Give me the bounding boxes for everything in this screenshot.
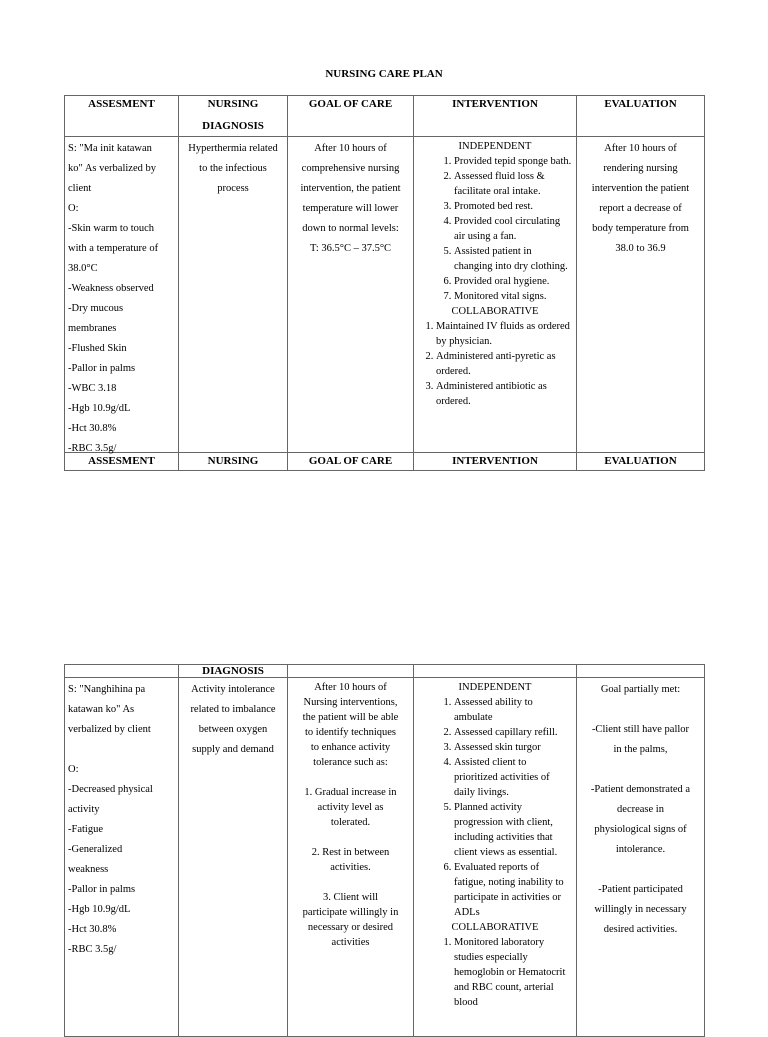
plan2-goal-line: 2. Rest in between xyxy=(311,847,390,858)
plan2-evaluation-line: physiological signs of xyxy=(594,824,687,835)
plan2-diagnosis-line: Activity intolerance xyxy=(191,684,275,695)
plan2-goal-line: participate willingly in xyxy=(302,907,399,918)
plan1-collaborative-item: 3. Administered antibiotic as ordered. xyxy=(436,379,572,409)
plan2-assessment-line: -RBC 3.5g/ xyxy=(68,944,117,955)
header-diagnosis-line2: DIAGNOSIS xyxy=(202,120,264,132)
plan2-goal-line xyxy=(292,875,409,890)
plan2-assessment-line: -Fatigue xyxy=(68,824,103,835)
plan2-evaluation-line: in the palms, xyxy=(613,744,668,755)
plan1-evaluation-line: body temperature from xyxy=(592,223,689,234)
plan2-independent-item: 6. Evaluated reports of fatigue, noting inability to participate in activities or ADLs xyxy=(454,860,572,920)
plan2-assessment-line: verbalized by client xyxy=(68,724,151,735)
plan2-collaborative-label: COLLABORATIVE xyxy=(451,922,539,933)
plan2-assessment-line: -Generalized xyxy=(68,844,123,855)
plan2-goal xyxy=(288,678,414,1037)
plan2-goal-line: tolerance such as: xyxy=(313,757,388,768)
plan1-goal-line: After 10 hours of xyxy=(314,143,387,154)
plan2-goal-line: After 10 hours of xyxy=(314,682,387,693)
plan2-collaborative-item: 1. Monitored laboratory studies especially hemoglobin or Hematocrit and RBC count, arterial blood xyxy=(454,935,572,1010)
plan2-goal-line xyxy=(292,770,409,785)
plan2-assessment-line: S: "Nanghihina pa xyxy=(68,684,146,695)
plan1-goal xyxy=(288,137,414,453)
header-intervention-repeat: INTERVENTION xyxy=(414,453,577,471)
plan2-evaluation-line: willingly in necessary xyxy=(594,904,687,915)
plan2-diagnosis-line: supply and demand xyxy=(192,744,274,755)
plan1-assessment-line: -Weakness observed xyxy=(68,283,154,294)
plan1-independent-item: 5. Assisted patient in changing into dry clothing. xyxy=(454,244,572,274)
plan2-goal-line: activities xyxy=(331,937,370,948)
plan2-goal-line: activity level as xyxy=(317,802,384,813)
plan1-goal-line: comprehensive nursing xyxy=(301,163,400,174)
plan1-goal-line: down to normal levels: xyxy=(302,223,399,234)
plan2-assessment-line: katawan ko" As xyxy=(68,704,135,715)
plan2-assessment-line: -Decreased physical xyxy=(68,784,153,795)
care-plan-table-1 xyxy=(64,95,705,471)
header-diagnosis xyxy=(179,96,288,137)
plan2-evaluation-line xyxy=(581,860,700,880)
header-assessment-repeat: ASSESMENT xyxy=(65,453,179,471)
plan2-diagnosis-line: between oxygen xyxy=(198,724,268,735)
plan2-goal-line: tolerated. xyxy=(330,817,371,828)
plan2-assessment-line: -Hgb 10.9g/dL xyxy=(68,904,131,915)
plan2-assessment xyxy=(65,678,179,1037)
plan1-assessment-line: -Pallor in palms xyxy=(68,363,136,374)
plan1-independent-item: 6. Provided oral hygiene. xyxy=(454,274,572,289)
plan1-assessment-line: with a temperature of xyxy=(68,243,159,254)
plan1-goal-line: T: 36.5°C – 37.5°C xyxy=(309,243,392,254)
plan2-goal-line: the patient will be able xyxy=(302,712,399,723)
plan1-evaluation-line: rendering nursing xyxy=(603,163,678,174)
plan2-diagnosis xyxy=(179,678,288,1037)
plan2-independent-list xyxy=(418,695,572,920)
plan2-goal-line: 1. Gradual increase in xyxy=(304,787,397,798)
care-plan-table-2 xyxy=(64,664,705,1037)
header-blank-c xyxy=(288,665,414,678)
header-blank-e xyxy=(577,665,705,678)
plan2-independent-item: 5. Planned activity progression with client, including activities that client views as essential. xyxy=(454,800,572,860)
header-goal-repeat: GOAL OF CARE xyxy=(288,453,414,471)
plan2-independent-item: 4. Assisted client to prioritized activities of daily livings. xyxy=(454,755,572,800)
plan1-assessment-line: client xyxy=(68,183,92,194)
plan1-assessment-line: -Hgb 10.9g/dL xyxy=(68,403,131,414)
plan1-diagnosis-line: Hyperthermia related xyxy=(188,143,278,154)
plan1-assessment-line: O: xyxy=(68,203,79,214)
plan1-independent-item: 7. Monitored vital signs. xyxy=(454,289,572,304)
plan2-goal-line: to enhance activity xyxy=(310,742,391,753)
plan1-diagnosis-line: to the infectious xyxy=(199,163,267,174)
plan1-assessment-line: -RBC 3.5g/ xyxy=(68,443,117,454)
plan2-independent-item: 2. Assessed capillary refill. xyxy=(454,725,572,740)
plan2-evaluation-line: -Patient demonstrated a xyxy=(590,784,691,795)
plan2-goal-line xyxy=(292,830,409,845)
header-intervention: INTERVENTION xyxy=(414,96,577,137)
header-assessment: ASSESMENT xyxy=(65,96,179,137)
plan2-evaluation-line: desired activities. xyxy=(603,924,678,935)
header-blank-a xyxy=(65,665,179,678)
plan2-independent-label: INDEPENDENT xyxy=(458,682,532,693)
header-diagnosis-line1: NURSING xyxy=(207,98,259,110)
plan2-evaluation-line: -Client still have pallor xyxy=(591,724,690,735)
plan1-independent-label: INDEPENDENT xyxy=(458,141,532,152)
plan1-independent-item: 3. Promoted bed rest. xyxy=(454,199,572,214)
plan1-collaborative-list xyxy=(418,319,572,409)
plan2-evaluation-line: -Patient participated xyxy=(598,884,683,895)
plan2-evaluation-line xyxy=(581,700,700,720)
plan1-collaborative-label: COLLABORATIVE xyxy=(451,306,539,317)
plan2-assessment-line: O: xyxy=(68,764,79,775)
plan1-assessment-line: -Skin warm to touch xyxy=(68,223,155,234)
plan1-evaluation-line: intervention the patient xyxy=(591,183,690,194)
plan1-evaluation-line: report a decrease of xyxy=(599,203,682,214)
plan1-independent-list xyxy=(418,154,572,304)
plan2-independent-item: 3. Assessed skin turgor xyxy=(454,740,572,755)
header-diagnosis-repeat: NURSING xyxy=(179,453,288,471)
plan2-evaluation-line: decrease in xyxy=(617,804,664,815)
plan1-assessment xyxy=(65,137,179,453)
plan2-assessment-line: -Pallor in palms xyxy=(68,884,136,895)
header-evaluation: EVALUATION xyxy=(577,96,705,137)
plan2-goal-line: 3. Client will xyxy=(322,892,379,903)
plan1-evaluation xyxy=(577,137,705,453)
header-blank-d xyxy=(414,665,577,678)
plan2-goal-line: necessary or desired xyxy=(307,922,394,933)
plan2-evaluation-line: Goal partially met: xyxy=(600,684,681,695)
plan2-evaluation-line: intolerance. xyxy=(615,844,666,855)
plan1-evaluation-line: After 10 hours of xyxy=(604,143,677,154)
plan2-goal-line: Nursing interventions, xyxy=(303,697,398,708)
plan1-assessment-line: 38.0°C xyxy=(68,263,98,274)
plan1-assessment-line: S: "Ma init katawan xyxy=(68,143,152,154)
plan1-independent-item: 2. Assessed fluid loss & facilitate oral intake. xyxy=(454,169,572,199)
plan2-independent-item: 1. Assessed ability to ambulate xyxy=(454,695,572,725)
plan1-assessment-line: ko" As verbalized by xyxy=(68,163,156,174)
plan2-collaborative-list xyxy=(418,935,572,1010)
plan1-assessment-line: -Hct 30.8% xyxy=(68,423,117,434)
plan1-independent-item: 1. Provided tepid sponge bath. xyxy=(454,154,572,169)
plan1-independent-item: 4. Provided cool circulating air using a fan. xyxy=(454,214,572,244)
header-goal: GOAL OF CARE xyxy=(288,96,414,137)
plan1-intervention xyxy=(414,137,577,453)
page-title: NURSING CARE PLAN xyxy=(325,68,443,80)
plan2-assessment-line xyxy=(68,740,175,760)
plan2-goal-line: activities. xyxy=(330,862,371,873)
plan2-assessment-line: weakness xyxy=(68,864,109,875)
plan1-collaborative-item: 2. Administered anti-pyretic as ordered. xyxy=(436,349,572,379)
plan2-intervention xyxy=(414,678,577,1037)
plan1-assessment-line: -Flushed Skin xyxy=(68,343,127,354)
plan2-evaluation-line xyxy=(581,760,700,780)
plan2-assessment-line: activity xyxy=(68,804,100,815)
plan1-assessment-line: membranes xyxy=(68,323,117,334)
plan2-evaluation xyxy=(577,678,705,1037)
plan1-evaluation-line: 38.0 to 36.9 xyxy=(615,243,666,254)
plan1-assessment-line: -WBC 3.18 xyxy=(68,383,117,394)
plan2-diagnosis-line: related to imbalance xyxy=(190,704,276,715)
header-evaluation-repeat: EVALUATION xyxy=(577,453,705,471)
plan1-diagnosis xyxy=(179,137,288,453)
plan1-diagnosis-line: process xyxy=(217,183,249,194)
plan2-goal-line: to identify techniques xyxy=(305,727,396,738)
header-diagnosis-cont: DIAGNOSIS xyxy=(179,665,288,678)
plan1-goal-line: temperature will lower xyxy=(302,203,399,214)
plan1-goal-line: intervention, the patient xyxy=(300,183,401,194)
plan1-assessment-line: -Dry mucous xyxy=(68,303,124,314)
plan2-assessment-line: -Hct 30.8% xyxy=(68,924,117,935)
plan1-collaborative-item: 1. Maintained IV fluids as ordered by physician. xyxy=(436,319,572,349)
